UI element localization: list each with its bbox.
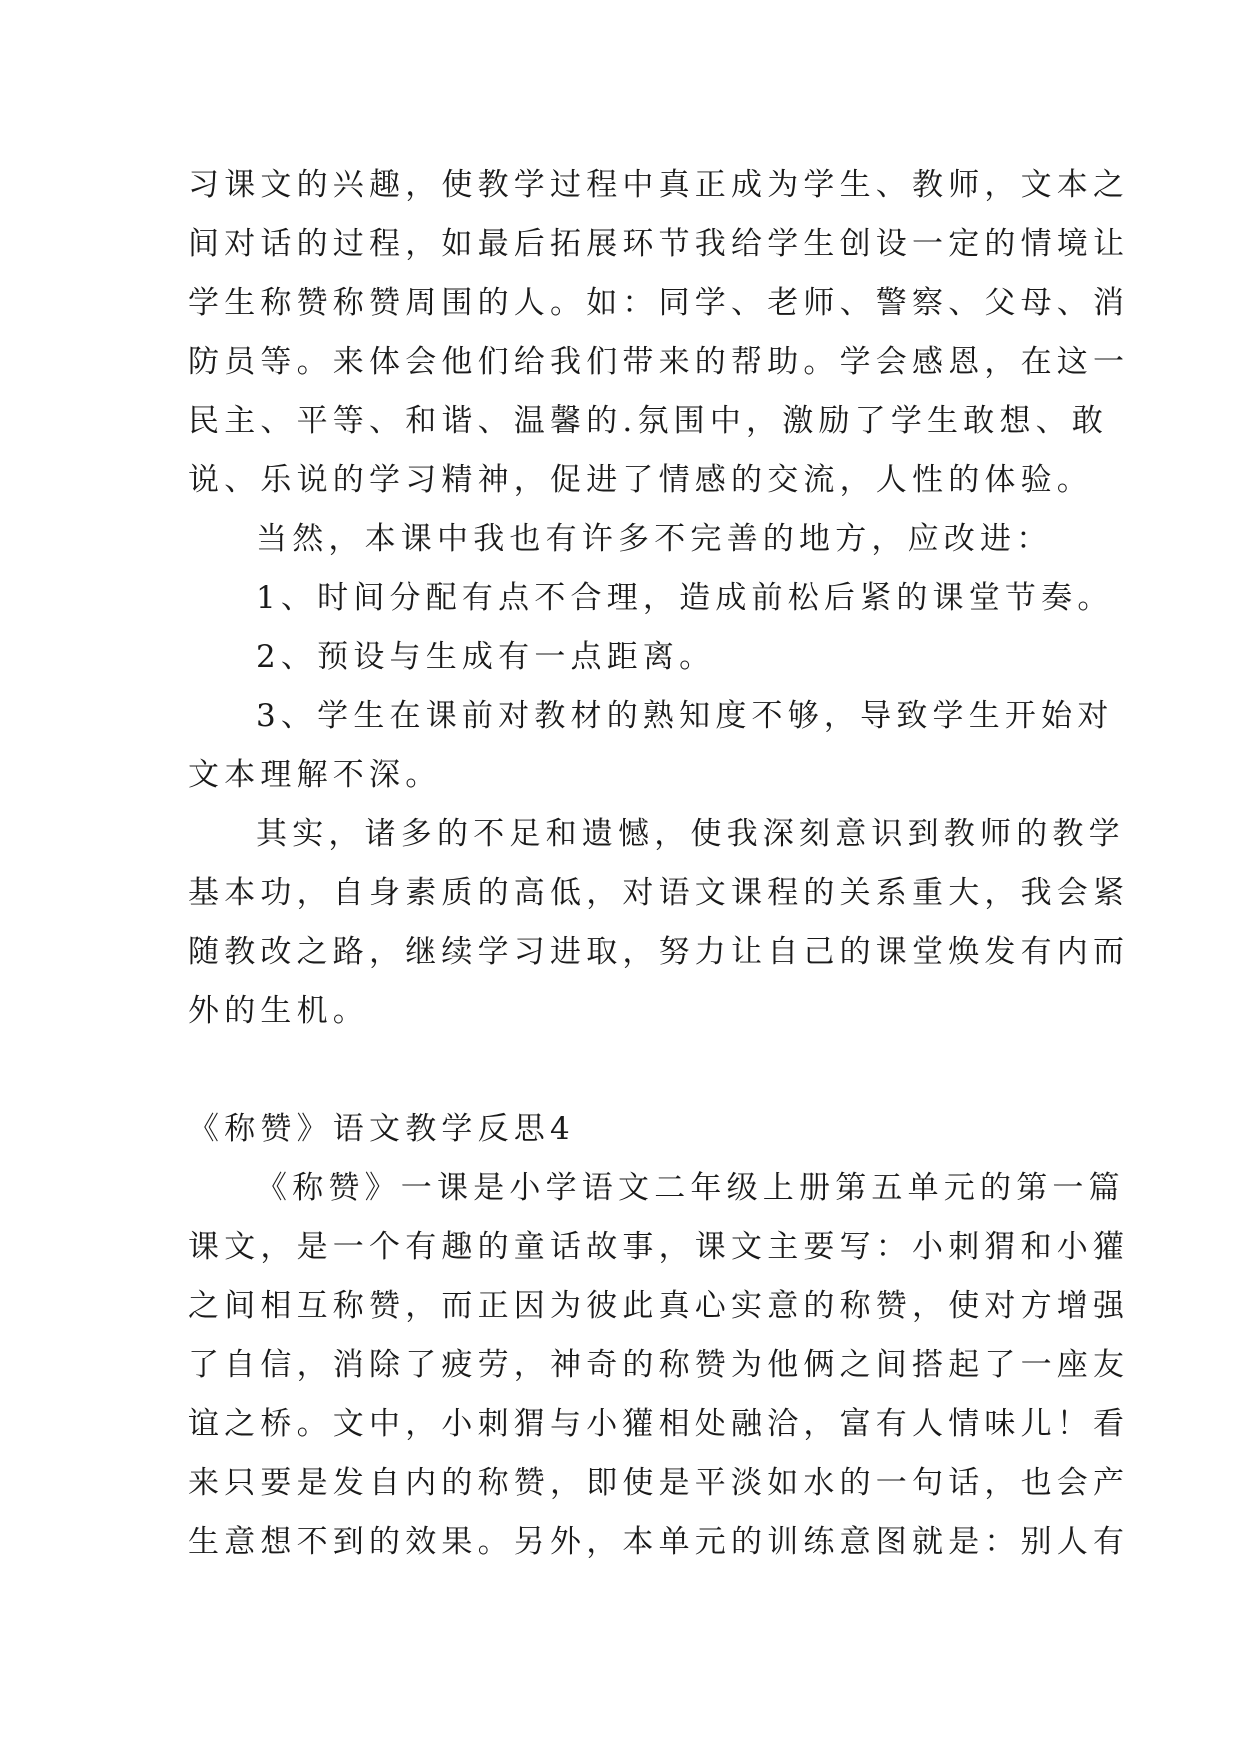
text-line: 民主、平等、和谐、温馨的.氛围中，激励了学生敢想、敢 <box>188 403 1109 439</box>
list-item: 3、学生在课前对教材的熟知度不够，导致学生开始对 <box>256 698 1114 734</box>
paragraph-first-line: 当然，本课中我也有许多不完善的地方，应改进： <box>256 521 1053 557</box>
text-line: 课文，是一个有趣的童话故事，课文主要写：小刺猬和小獾 <box>188 1229 1130 1265</box>
text-line: 防员等。来体会他们给我们带来的帮助。学会感恩，在这一 <box>188 344 1130 380</box>
text-line: 来只要是发自内的称赞，即使是平淡如水的一句话，也会产 <box>188 1465 1130 1501</box>
section-heading: 《称赞》语文教学反思4 <box>188 1111 575 1147</box>
text-line: 文本理解不深。 <box>188 757 442 793</box>
paragraph-first-line: 《称赞》一课是小学语文二年级上册第五单元的第一篇 <box>256 1170 1125 1206</box>
list-item: 1、时间分配有点不合理，造成前松后紧的课堂节奏。 <box>256 580 1114 616</box>
text-line: 生意想不到的效果。另外，本单元的训练意图就是：别人有 <box>188 1524 1130 1560</box>
text-line: 之间相互称赞，而正因为彼此真心实意的称赞，使对方增强 <box>188 1288 1130 1324</box>
list-item: 2、预设与生成有一点距离。 <box>256 639 716 675</box>
text-line: 间对话的过程，如最后拓展环节我给学生创设一定的情境让 <box>188 226 1130 262</box>
text-line: 习课文的兴趣，使教学过程中真正成为学生、教师，文本之 <box>188 167 1130 203</box>
text-line: 谊之桥。文中，小刺猬与小獾相处融洽，富有人情味儿！看 <box>188 1406 1130 1442</box>
text-line: 基本功，自身素质的高低，对语文课程的关系重大，我会紧 <box>188 875 1130 911</box>
text-line: 说、乐说的学习精神，促进了情感的交流，人性的体验。 <box>188 462 1093 498</box>
text-line: 外的生机。 <box>188 993 369 1029</box>
text-line: 学生称赞称赞周围的人。如：同学、老师、警察、父母、消 <box>188 285 1130 321</box>
text-line: 随教改之路，继续学习进取，努力让自己的课堂焕发有内而 <box>188 934 1130 970</box>
paragraph-first-line: 其实，诸多的不足和遗憾，使我深刻意识到教师的教学 <box>256 816 1125 852</box>
text-line: 了自信，消除了疲劳，神奇的称赞为他俩之间搭起了一座友 <box>188 1347 1130 1383</box>
